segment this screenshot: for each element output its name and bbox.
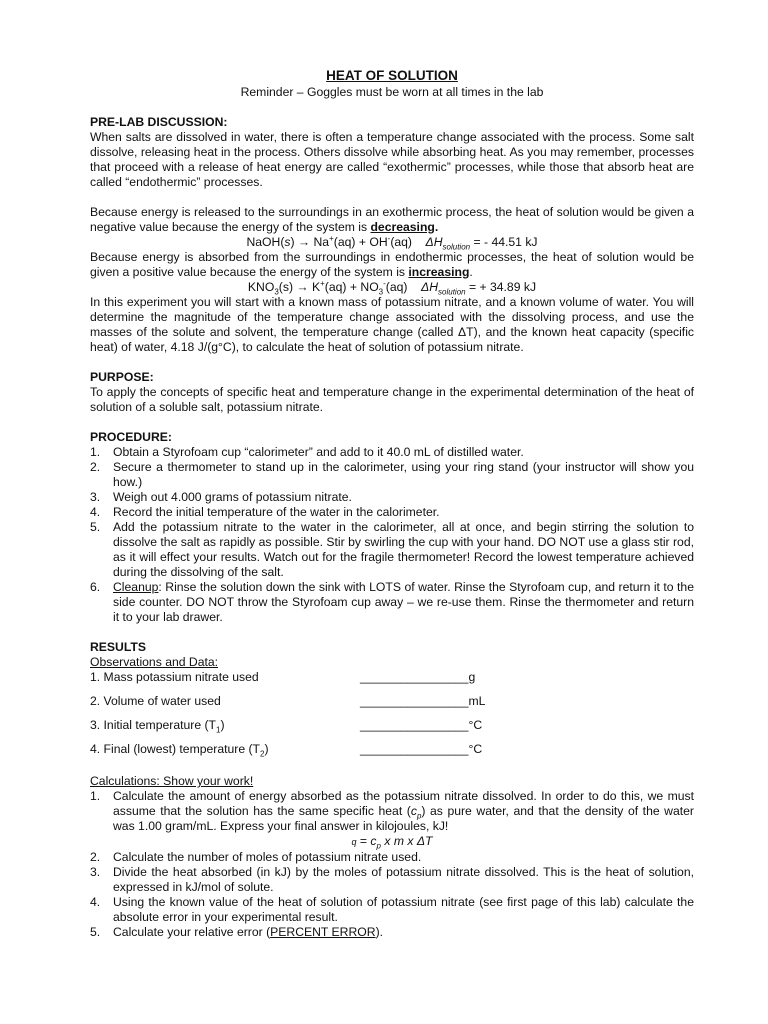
calculation-step: 1. Calculate the amount of energy absorbed as the potassium nitrate dissolved. In order to do this, we must assume that the solution has the same specific heat $(c_p)$ as pure water, and that the density of the water was 1.00 gram/mL. Express your final answer in kilojoules, kJ! (90, 789, 694, 833)
calculation-step: 4. Using the known value of the heat of solution of potassium nitrate (see first page of this lab) calculate the absolute error in your experimental result. (90, 895, 694, 924)
prelab-heading: PRE-LAB DISCUSSION: (90, 115, 228, 129)
procedure-step: 4. Record the initial temperature of the water in the calorimeter. (90, 505, 440, 519)
purpose-text: To apply the concepts of specific heat and temperature change in the experimental determination of the heat of solution of a soluble salt, potassium nitrate. (90, 385, 694, 414)
calculations-list (90, 789, 694, 834)
arrow-icon: → (297, 235, 311, 249)
procedure-step: 5. Add the potassium nitrate to the water in the calorimeter, all at once, and begin stirring the solution to dissolve the salt as rapidly as possible. Stir by swirling the cup with your hand. DO NOT use a glass stir rod, as it will effect your results. Watch out for the fragile thermometer! Record the lowest temperature achieved during the dissolving of the salt. (90, 520, 694, 579)
decreasing-emphasis: decreasing (370, 220, 435, 234)
arrow-icon: → (296, 280, 309, 294)
prelab-paragraph-3: Because energy is absorbed from the surroundings in endothermic processes, the heat of solution would be given a positive value because the energy of the system is increasing. (90, 250, 694, 279)
prelab-paragraph-1: When salts are dissolved in water, there is often a temperature change associated with the process. Some salt dissolve, releasing heat in the process. Others dissolve while absorbing heat. As you may remember, processes that proceed with a release of heat energy are called “exothermic” processes, while those that absorb heat are called “endothermic” processes. (90, 130, 694, 189)
volume-blank[interactable]: ________________ (360, 694, 469, 708)
procedure-heading: PROCEDURE: (90, 430, 172, 444)
data-row-volume: 2. Volume of water used ________________ mL (90, 694, 486, 708)
mass-blank[interactable]: ________________ (360, 670, 469, 684)
procedure-step: 1. Obtain a Styrofoam cup “calorimeter” and add to it 40.0 mL of distilled water. (90, 445, 524, 459)
increasing-emphasis: increasing (408, 265, 470, 279)
document-title: HEAT OF SOLUTION (326, 68, 458, 83)
initial-temp-blank[interactable]: ________________ (360, 718, 469, 732)
calculation-step: 3. Divide the heat absorbed (in kJ) by the moles of potassium nitrate dissolved. This is the heat of solution, expressed in kJ/mol of solute. (90, 865, 694, 894)
heat-formula: $q = c_p$ x m x ΔT (351, 834, 433, 851)
procedure-list (90, 445, 694, 625)
calculation-step: 5. Calculate your relative error (PERCENT ERROR). (90, 925, 384, 939)
observations-heading: Observations and Data: (90, 655, 219, 669)
final-temp-blank[interactable]: ________________ (360, 742, 469, 756)
document-content (90, 68, 694, 940)
purpose-heading: PURPOSE: (90, 370, 154, 384)
data-row-final-temp: 4. Final (lowest) temperature $(T_2)$ ________________ °C (90, 742, 483, 759)
data-row-initial-temp: 3. Initial temperature $(T_1)$ ________________ °C (90, 718, 483, 735)
equation-naoh: NaOH(s) → Na+(aq) + OH-(aq) $\Delta H_{solution}$ = - 44.51 kJ (246, 233, 538, 252)
equation-kno3: $KNO_3(s) \to K^+(aq) + NO_3^-(aq)$ $\Delta H_{solution}$ = + 34.89 kJ (247, 278, 537, 297)
goggles-reminder: Reminder – Goggles must be worn at all times in the lab (240, 85, 544, 99)
results-heading: RESULTS (90, 640, 146, 654)
procedure-step: 3. Weigh out 4.000 grams of potassium nitrate. (90, 490, 352, 504)
percent-error-link: PERCENT ERROR (270, 925, 376, 939)
procedure-step: 2. Secure a thermometer to stand up in the calorimeter, using your ring stand (your instructor will show you how.) (90, 460, 694, 489)
calculation-step: 2. Calculate the number of moles of potassium nitrate used. (90, 850, 422, 864)
data-row-mass: 1. Mass potassium nitrate used ________________ g (90, 670, 476, 684)
prelab-paragraph-2: Because energy is released to the surroundings in an exothermic process, the heat of solution would be given a negative value because the energy of the system is decreasing. (90, 205, 694, 234)
calculations-list-continued (90, 850, 694, 940)
cleanup-label: Cleanup (113, 580, 159, 594)
calculations-heading: Calculations: Show your work! (90, 774, 254, 788)
prelab-paragraph-4: In this experiment you will start with a known mass of potassium nitrate, and a known volume of water. You will determine the magnitude of the temperature change associated with the dissolving process, and use the masses of the solute and solvent, the temperature change (called ΔT), and the known heat capacity (specific heat) of water, 4.18 J/(g°C), to calculate the heat of solution of potassium nitrate. (90, 295, 694, 354)
procedure-step: 6. Cleanup: Rinse the solution down the sink with LOTS of water. Rinse the Styrofoam cup, and return it to the side counter. DO NOT throw the Styrofoam cup away – we re-use them. Rinse the thermometer and return it to your lab drawer. (90, 580, 694, 624)
